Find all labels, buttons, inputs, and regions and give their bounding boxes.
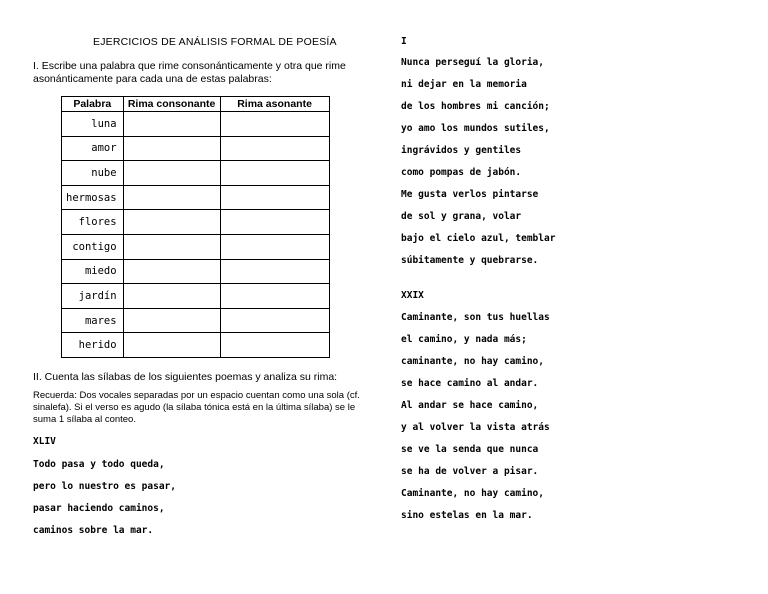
poem-line: se ha de volver a pisar. [401,466,539,477]
assonant-answer-cell[interactable] [220,210,329,235]
poem-line: se hace camino al andar. [401,378,539,389]
recuerda-note: Recuerda: Dos vocales separadas por un espacio cuentan como una sola (cf. sinalefa). Si el verso es agudo (la sílaba tónica está en la última sílaba) se le suma 1 sílaba al conteo. [33,390,360,425]
poem-line: se ve la senda que nunca [401,444,539,455]
instruction-1: I. Escribe una palabra que rime consonánticamente y otra que rime asonánticamente para cada una de estas palabras: [33,60,346,85]
poem-line: el camino, y nada más; [401,334,527,345]
assonant-answer-cell[interactable] [220,259,329,284]
word-cell: flores [62,210,124,235]
consonant-answer-cell[interactable] [123,185,220,210]
poem-line: Caminante, son tus huellas [401,312,550,323]
poem-line: Al andar se hace camino, [401,400,539,411]
word-cell: miedo [62,259,124,284]
assonant-answer-cell[interactable] [220,185,329,210]
poem-title-i: I [401,36,407,47]
poem-line: caminante, no hay camino, [401,356,544,367]
consonant-answer-cell[interactable] [123,259,220,284]
poem-line: Todo pasa y todo queda, [33,459,165,470]
table-header-row [62,97,330,112]
poem-line: como pompas de jabón. [401,167,522,178]
poem-line: caminos sobre la mar. [33,525,154,536]
consonant-answer-cell[interactable] [123,161,220,186]
poem-line: ni dejar en la memoria [401,79,527,90]
poem-line: pero lo nuestro es pasar, [33,481,176,492]
poem-line: súbitamente y quebrarse. [401,255,539,266]
poem-line: Caminante, no hay camino, [401,488,544,499]
consonant-answer-cell[interactable] [123,136,220,161]
poem-line: y al volver la vista atrás [401,422,550,433]
assonant-answer-cell[interactable] [220,112,329,137]
table-row [62,136,330,161]
poem-title-xxix: XXIX [401,290,424,301]
word-cell: hermosas [62,185,124,210]
poem-line: sino estelas en la mar. [401,510,533,521]
consonant-answer-cell[interactable] [123,234,220,259]
consonant-answer-cell[interactable] [123,210,220,235]
table-row [62,308,330,333]
table-row [62,259,330,284]
word-cell: amor [62,136,124,161]
poem-line: de los hombres mi canción; [401,101,550,112]
table-row [62,234,330,259]
table-row [62,161,330,186]
table-row [62,284,330,309]
table-row [62,112,330,137]
assonant-answer-cell[interactable] [220,308,329,333]
assonant-answer-cell[interactable] [220,136,329,161]
consonant-answer-cell[interactable] [123,284,220,309]
header-rima-asonante: Rima asonante [220,97,329,112]
instruction-2: II. Cuenta las sílabas de los siguientes poemas y analiza su rima: [33,371,338,383]
word-cell: herido [62,333,124,358]
word-cell: contigo [62,234,124,259]
word-cell: luna [62,112,124,137]
table-row [62,185,330,210]
page-title: EJERCICIOS DE ANÁLISIS FORMAL DE POESÍA [93,36,337,48]
consonant-answer-cell[interactable] [123,308,220,333]
assonant-answer-cell[interactable] [220,284,329,309]
poem-line: yo amo los mundos sutiles, [401,123,550,134]
assonant-answer-cell[interactable] [220,234,329,259]
poem-title-xliv: XLIV [33,436,56,447]
assonant-answer-cell[interactable] [220,161,329,186]
poem-line: bajo el cielo azul, temblar [401,233,556,244]
table-row [62,210,330,235]
poem-line: Nunca perseguí la gloria, [401,57,544,68]
table-row [62,333,330,358]
word-cell: nube [62,161,124,186]
poem-line: pasar haciendo caminos, [33,503,165,514]
poem-line: Me gusta verlos pintarse [401,189,539,200]
consonant-answer-cell[interactable] [123,333,220,358]
header-palabra: Palabra [62,97,124,112]
word-cell: mares [62,308,124,333]
poem-line: de sol y grana, volar [401,211,522,222]
rhyme-table [61,96,330,358]
consonant-answer-cell[interactable] [123,112,220,137]
word-cell: jardín [62,284,124,309]
assonant-answer-cell[interactable] [220,333,329,358]
poem-line: ingrávidos y gentiles [401,145,522,156]
header-rima-consonante: Rima consonante [123,97,220,112]
